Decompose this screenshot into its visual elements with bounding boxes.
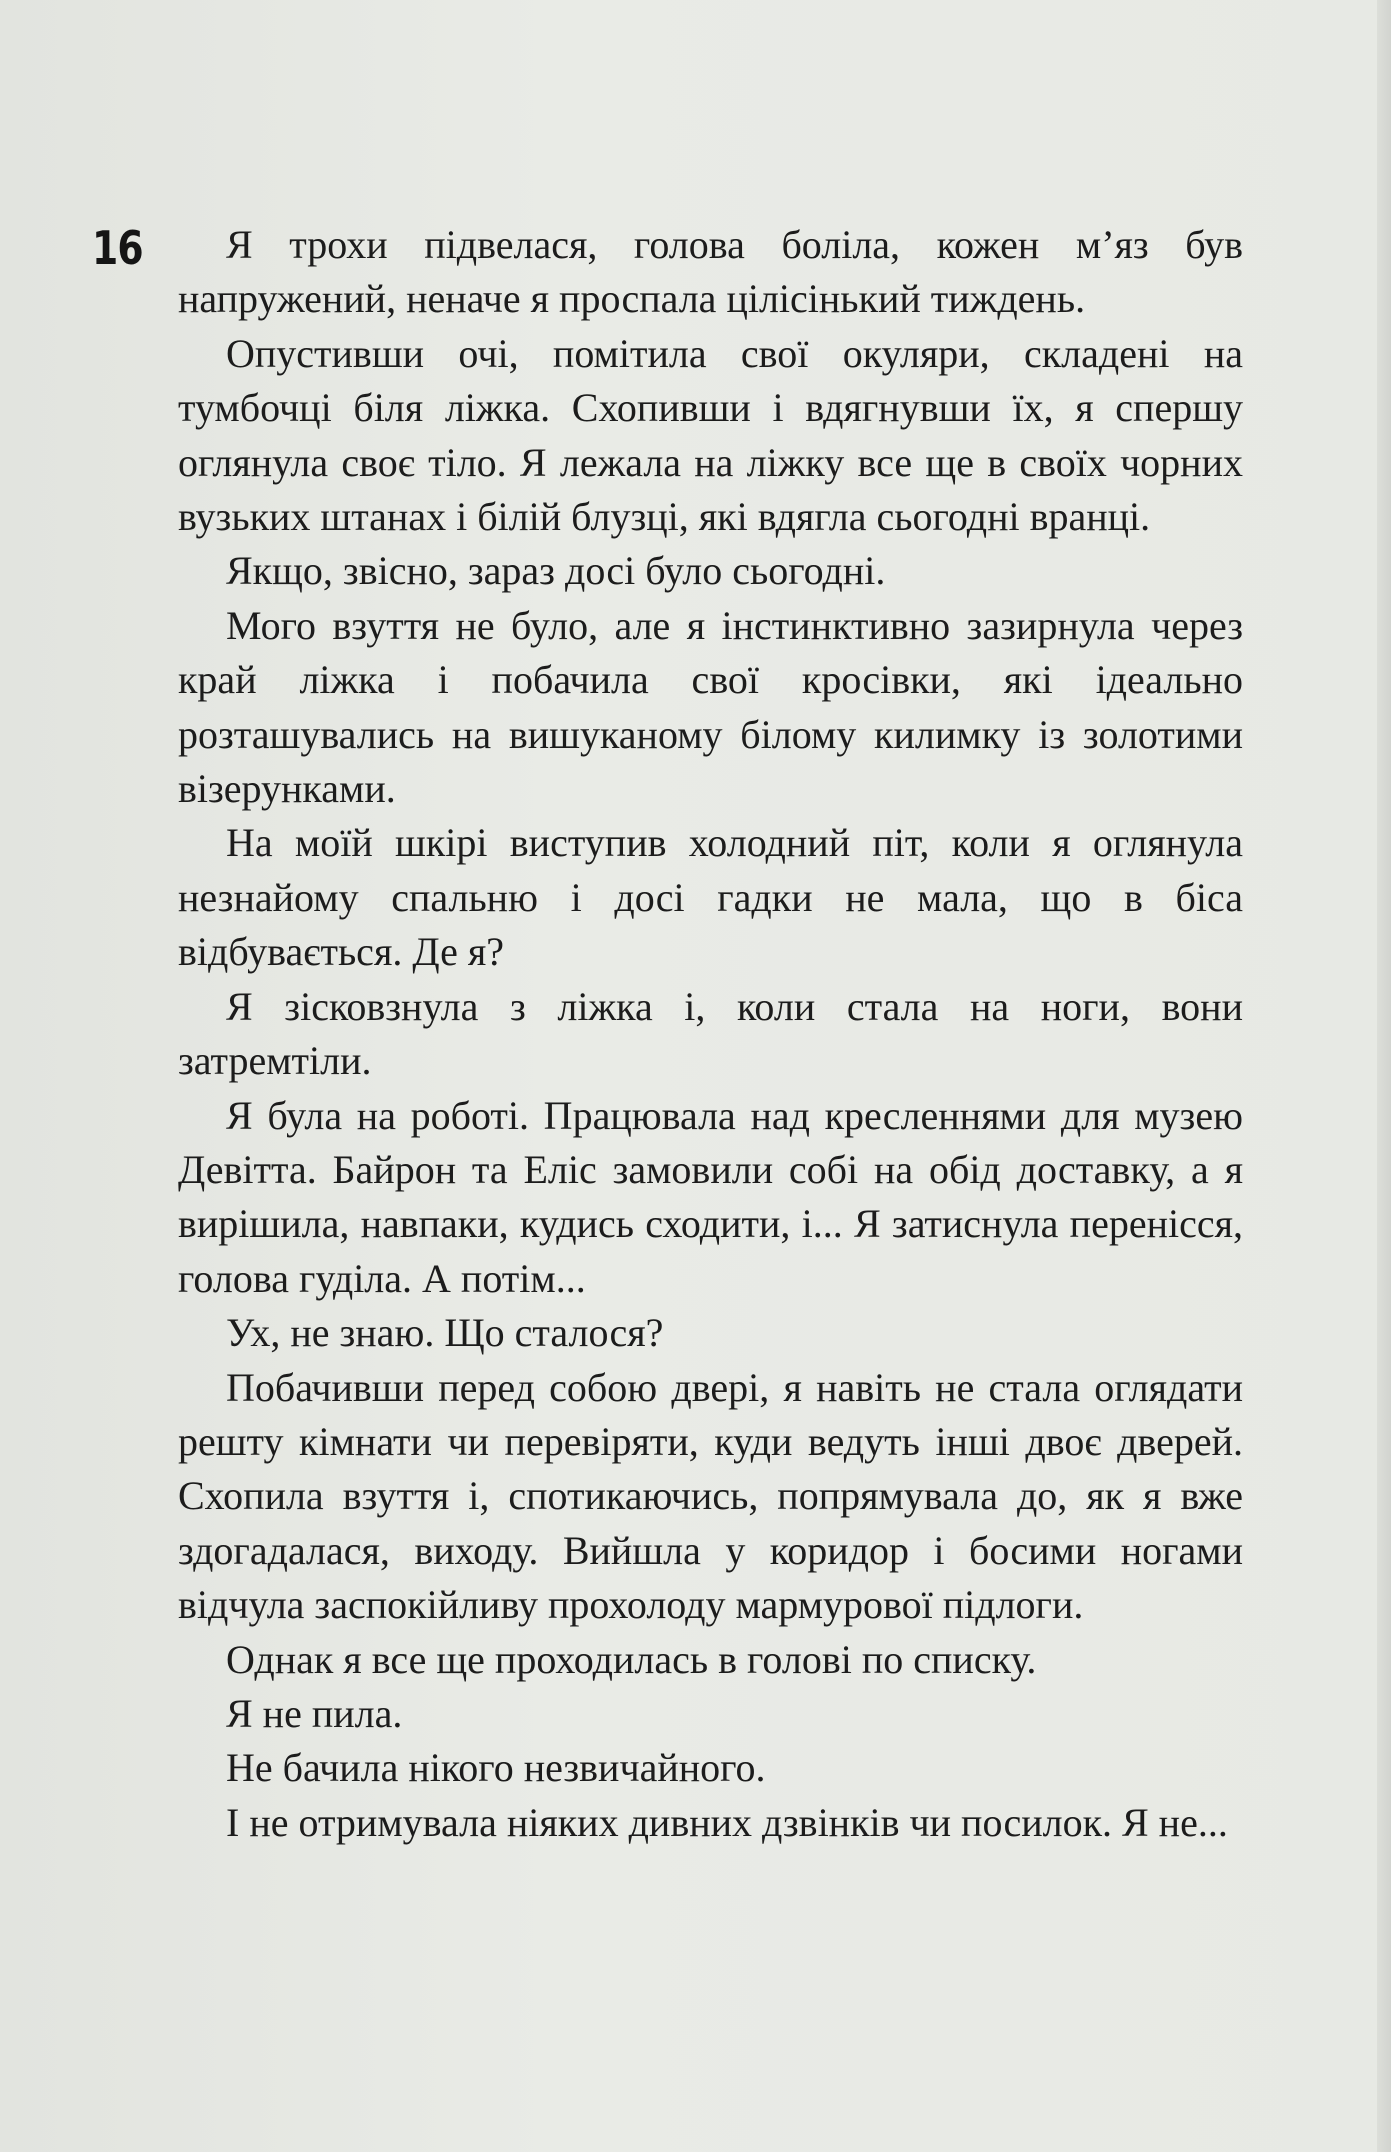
paragraph: Опустивши очі, помітила свої окуляри, складені на тумбочці біля ліжка. Схопивши і вдягнувши їх, я спершу оглянула своє тіло. Я лежала на ліжку все ще в своїх чорних вузьких штанах і білій блузці, які вдягла сьогодні вранці. (178, 330, 1243, 540)
paragraph: Я не пила. (226, 1690, 403, 1736)
page-edge (1377, 0, 1391, 2152)
paragraph: Я трохи підвелася, голова боліла, кожен м’яз був напружений, неначе я проспала цілісінький тиждень. (178, 222, 1243, 322)
paragraph: Якщо, звісно, зараз досі було сьогодні. (226, 548, 886, 594)
paragraph: Я була на роботі. Працювала над кресленнями для музею Девітта. Байрон та Еліс замовили собі на обід доставку, а я вирішила, навпаки, кудись сходити, і... Я затиснула перенісся, голова гуділа. А потім... (178, 1092, 1243, 1301)
body-text (178, 218, 1243, 1850)
paragraph: Я зісковзнула з ліжка і, коли стала на ноги, вони затремтіли. (178, 983, 1243, 1084)
paragraph: На моїй шкірі виступив холодний піт, коли я оглянула незнайому спальню і досі гадки не мала, що в біса відбувається. Де я? (178, 820, 1243, 975)
paragraph: Не бачила нікого незвичайного. (226, 1745, 766, 1791)
paragraph: Мого взуття не було, але я інстинктивно зазирнула через край ліжка і побачила свої кросівки, які ідеально розташувались на вишуканому білому килимку із золотими візерунками. (178, 602, 1243, 812)
paragraph: Побачивши перед собою двері, я навіть не стала оглядати решту кімнати чи перевіряти, куди ведуть інші двоє дверей. Схопила взуття і, спотикаючись, попрямувала до, як я вже здогадалася, виходу. Вийшла у коридор і босими ногами відчула заспокійливу прохолоду мармурової підлоги. (178, 1364, 1243, 1628)
paragraph: Однак я все ще проходилась в голові по списку. (226, 1636, 1037, 1682)
page-number: 16 (92, 221, 143, 275)
paragraph: Ух, не знаю. Що сталося? (226, 1310, 664, 1356)
paragraph: І не отримувала ніяких дивних дзвінків чи посилок. Я не... (226, 1799, 1228, 1845)
